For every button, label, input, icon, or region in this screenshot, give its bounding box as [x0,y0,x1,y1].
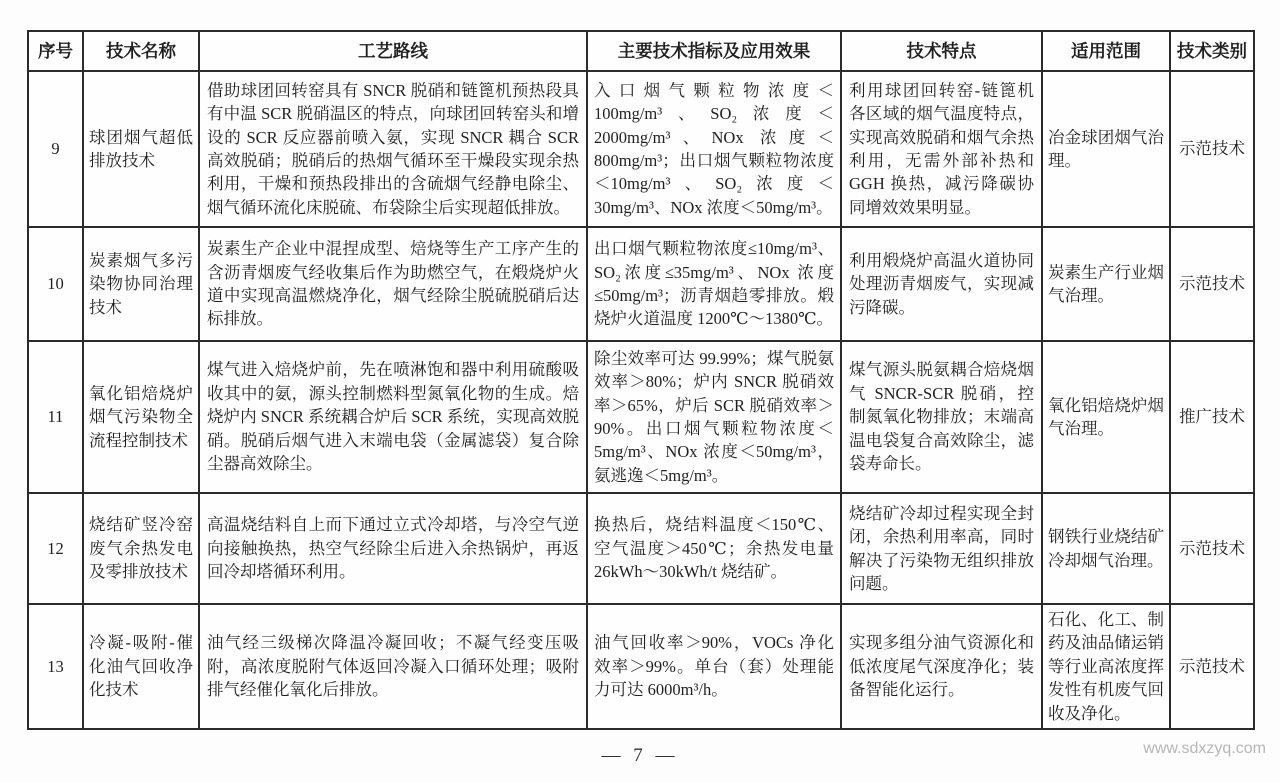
watermark-url: www.sdxzyq.com [1143,740,1266,757]
cell-scope: 氧化铝焙烧炉烟气治理。 [1042,341,1170,493]
cell-index: 9 [28,71,83,227]
table-row [28,227,1254,341]
table-row [28,71,1254,227]
cell-tech-name: 氧化铝焙烧炉烟气污染物全流程控制技术 [83,341,199,493]
cell-features: 利用煅烧炉高温火道协同处理沥青烟废气，实现减污降碳。 [841,227,1042,341]
cell-indicators: 入口烟气颗粒物浓度＜100mg/m³、SO₂浓度＜2000mg/m³、NOx 浓度＜800mg/m³；出口烟气颗粒物浓度＜10mg/m³、SO₂浓度＜30mg/m³、NOx 浓度＜50mg/m³。 [587,71,841,227]
cell-process: 油气经三级梯次降温冷凝回收；不凝气经变压吸附，高浓度脱附气体返回冷凝入口循环处理；吸附排气经催化氧化后排放。 [199,604,587,729]
cell-indicators: 油气回收率＞90%，VOCs 净化效率＞99%。单台（套）处理能力可达 6000m³/h。 [587,604,841,729]
cell-tech-name: 冷凝-吸附-催化油气回收净化技术 [83,604,199,729]
cell-index: 11 [28,341,83,493]
table-body [28,71,1254,729]
cell-indicators: 换热后，烧结料温度＜150℃、空气温度＞450℃；余热发电量 26kWh～30kWh/t 烧结矿。 [587,493,841,604]
header-category: 技术类别 [1170,31,1254,71]
header-features: 技术特点 [841,31,1042,71]
cell-indicators: 出口烟气颗粒物浓度≤10mg/m³、SO₂浓度≤35mg/m³、NOx 浓度≤50mg/m³；沥青烟趋零排放。煅烧炉火道温度 1200℃～1380℃。 [587,227,841,341]
cell-features: 利用球团回转窑-链篦机各区域的烟气温度特点，实现高效脱硝和烟气余热利用，无需外部补热和 GGH 换热，减污降碳协同增效效果明显。 [841,71,1042,227]
technology-table [27,30,1255,730]
cell-index: 10 [28,227,83,341]
table-row [28,493,1254,604]
table-header [28,31,1254,71]
cell-index: 13 [28,604,83,729]
cell-process: 借助球团回转窑具有 SNCR 脱硝和链篦机预热段具有中温 SCR 脱硝温区的特点，向球团回转窑头和增设的 SCR 反应器前喷入氨，实现 SNCR 耦合 SCR 高效脱硝；脱硝后的热烟气循环至干燥段实现余热利用，干燥和预热段排出的含硫烟气经静电除尘、烟气循环流化床脱硫、布袋除尘后实现超低排放。 [199,71,587,227]
cell-scope: 钢铁行业烧结矿冷却烟气治理。 [1042,493,1170,604]
cell-indicators: 除尘效率可达 99.99%；煤气脱氨效率＞80%；炉内 SNCR 脱硝效率＞65%，炉后 SCR 脱硝效率＞90%。出口烟气颗粒物浓度＜5mg/m³、NOx 浓度＜50mg/m³，氨逃逸＜5mg/m³。 [587,341,841,493]
table-row [28,341,1254,493]
cell-scope: 冶金球团烟气治理。 [1042,71,1170,227]
cell-features: 煤气源头脱氨耦合焙烧烟气 SNCR-SCR 脱硝，控制氮氧化物排放；末端高温电袋复合高效除尘，滤袋寿命长。 [841,341,1042,493]
cell-category: 示范技术 [1170,71,1254,227]
cell-scope: 石化、化工、制药及油品储运销等行业高浓度挥发性有机废气回收及净化。 [1042,604,1170,729]
cell-category: 示范技术 [1170,604,1254,729]
cell-index: 12 [28,493,83,604]
cell-category: 推广技术 [1170,341,1254,493]
header-name: 技术名称 [83,31,199,71]
cell-features: 烧结矿冷却过程实现全封闭，余热利用率高，同时解决了污染物无组织排放问题。 [841,493,1042,604]
page-number: — 7 — [601,745,679,766]
cell-process: 高温烧结料自上而下通过立式冷却塔，与冷空气逆向接触换热，热空气经除尘后进入余热锅炉，再返回冷却塔循环利用。 [199,493,587,604]
cell-tech-name: 烧结矿竖冷窑废气余热发电及零排放技术 [83,493,199,604]
cell-tech-name: 球团烟气超低排放技术 [83,71,199,227]
table-row [28,604,1254,729]
cell-features: 实现多组分油气资源化和低浓度尾气深度净化；装备智能化运行。 [841,604,1042,729]
header-row [28,31,1254,71]
header-index: 序号 [28,31,83,71]
cell-tech-name: 炭素烟气多污染物协同治理技术 [83,227,199,341]
cell-category: 示范技术 [1170,227,1254,341]
header-indicators: 主要技术指标及应用效果 [587,31,841,71]
cell-process: 煤气进入焙烧炉前，先在喷淋饱和器中利用硫酸吸收其中的氨，源头控制燃料型氮氧化物的生成。焙烧炉内 SNCR 系统耦合炉后 SCR 系统，实现高效脱硝。脱硝后烟气进入末端电袋（金属滤袋）复合除尘器高效除尘。 [199,341,587,493]
cell-category: 示范技术 [1170,493,1254,604]
cell-scope: 炭素生产行业烟气治理。 [1042,227,1170,341]
header-scope: 适用范围 [1042,31,1170,71]
cell-process: 炭素生产企业中混捏成型、焙烧等生产工序产生的含沥青烟废气经收集后作为助燃空气，在煅烧炉火道中实现高温燃烧净化，烟气经除尘脱硫脱硝后达标排放。 [199,227,587,341]
header-process: 工艺路线 [199,31,587,71]
